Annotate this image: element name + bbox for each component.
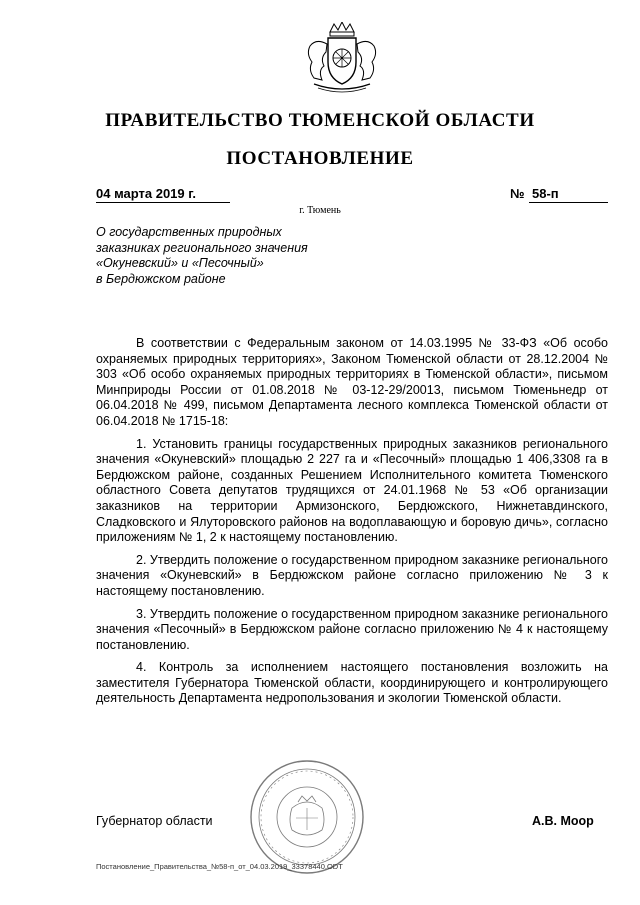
subject-line: «Окуневский» и «Песочный»	[96, 256, 264, 271]
document-number-label: №	[510, 186, 525, 201]
tyumen-region-coat-of-arms-icon	[300, 22, 384, 96]
clause-2-paragraph: 2. Утвердить положение о государственном природном заказнике регионального значения «Окуневский» в Бердюжском районе согласно приложению № 3 к настоящему постановлению.	[96, 552, 608, 598]
subject-line: заказниках регионального значения	[96, 240, 308, 255]
preamble-paragraph: В соответствии с Федеральным законом от 14.03.1995 № 33-ФЗ «Об особо охраняемых природных территориях», Законом Тюменской области от 28.12.2004 № 303 «Об особо охраняемых природных территориях в Тюменской области», письмом Минприроды России от 01.08.2018 № 03-12-29/20013, письмом Тюменьнедр от 06.04.2018 № 499, письмом Департамента лесного комплекса Тюменской области от 06.04.2018 № 1715-18:	[96, 336, 608, 428]
document-kind: ПОСТАНОВЛЕНИЕ	[226, 148, 414, 169]
document-subject	[96, 225, 396, 287]
government-title: ПРАВИТЕЛЬСТВО ТЮМЕНСКОЙ ОБЛАСТИ	[105, 110, 535, 131]
document-body	[96, 336, 608, 714]
document-city: г. Тюмень	[299, 205, 341, 216]
official-round-seal-icon	[248, 758, 366, 876]
clause-3-paragraph: 3. Утвердить положение о государственном природном заказнике регионального значения «Песочный» в Бердюжском районе согласно приложению № 4 к настоящему постановлению.	[96, 606, 608, 652]
signer-position: Губернатор области	[96, 814, 213, 828]
subject-line: в Бердюжском районе	[96, 271, 226, 286]
signer-name: А.В. Моор	[532, 814, 594, 828]
footer-filename: Постановление_Правительства_№58-п_от_04.03.2019_33378440.ODT	[96, 862, 343, 871]
clause-4-paragraph: 4. Контроль за исполнением настоящего постановления возложить на заместителя Губернатора Тюменской области, координирующего и контролирующего деятельность Департамента недропользования и экологии Тюменской области.	[96, 660, 608, 706]
subject-line: О государственных природных	[96, 225, 282, 239]
clause-1-paragraph: 1. Установить границы государственных природных заказников регионального значения «Окуневский» площадью 2 227 га и «Песочный» площадью 1 406,3308 га в Бердюжском районе, созданных Решением Исполнительного комитета Тюменского областного Совета депутатов трудящихся от 24.01.1968 № 53 «Об организации заказников на территории Армизонского, Бердюжского, Нижнетавдинского, Сладковского и Ялуторовского районов на водоплавающую и боровую дичь», согласно приложениям № 1, 2 к настоящему постановлению.	[96, 436, 608, 545]
document-number: 58-п	[529, 186, 608, 203]
document-date: 04 марта 2019 г.	[96, 186, 230, 203]
